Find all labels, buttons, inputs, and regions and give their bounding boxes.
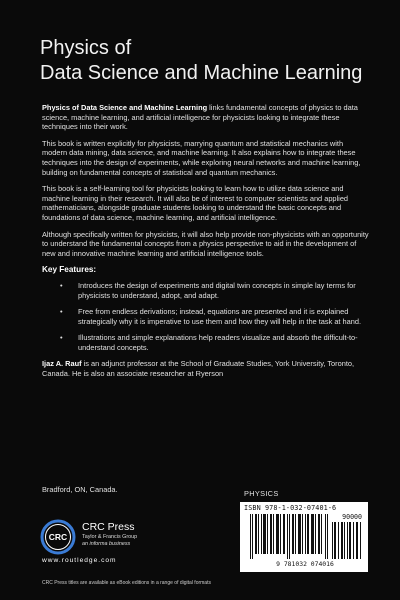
key-features-list	[42, 281, 369, 353]
author-bio	[42, 359, 369, 378]
barcode-bars	[250, 514, 330, 559]
author-name: Ijaz A. Rauf	[42, 359, 82, 369]
intro-rest: links fundamental concepts of physics to data science, machine learning, and artificial intelligence for physicists looking to integrate these techniques into their work.	[42, 103, 358, 132]
ebook-footnote: CRC Press titles are available as eBook editions in a range of digital formats	[42, 580, 211, 586]
key-feature-item: • Introduces the design of experiments and digital twin concepts in simple lay terms for physicists to understand, adopt, and adapt.	[42, 281, 369, 300]
barcode-digits: 9 781032 074016	[276, 560, 334, 568]
author-location: Bradford, ON, Canada.	[42, 485, 118, 494]
publisher-block	[38, 517, 228, 575]
key-feature-item: • Illustrations and simple explanations help readers visualize and absorb the difficult-to-understand concepts.	[42, 333, 369, 352]
book-title	[40, 36, 380, 86]
crc-logo-text: CRC	[48, 532, 68, 542]
crc-press-logo	[40, 519, 76, 555]
key-features-heading: Key Features:	[42, 265, 97, 275]
description-paragraph: Although specifically written for physicists, it will also help provide non-physicists with an opportunity to understand the fundamental concepts from a physics perspective to aid in the development of new and innovative machine learning and artificial intelligence tools.	[42, 229, 369, 258]
price-code: 90000	[342, 513, 362, 521]
isbn-barcode	[240, 502, 368, 572]
publisher-tagline: an informa business	[82, 541, 131, 547]
back-cover-description	[42, 103, 369, 386]
description-paragraph: This book is written explicitly for physicists, marrying quantum and statistical mechanics with modern data mining, data science, and machine learning. It also explains how to integrate these techniques into the design of experiments, while exploring neural networks and machine learning, building on fundamental concepts of statistical and quantum mechanics.	[42, 138, 361, 177]
isbn-number: ISBN 978-1-032-07401-6	[244, 504, 337, 512]
description-paragraph: This book is a self-learning tool for physicists looking to learn how to utilize data science and machine learning in their research. It will also be of interest to computer scientists and applied mathematicians, alongside graduate students looking to understand the basic concepts and foundations of data science, machine learning, and artificial intelligence.	[42, 184, 349, 222]
author-bio-text: is an adjunct professor at the School of Graduate Studies, York University, Toronto, Canada. He is also an associate researcher at Ryerson	[42, 359, 355, 379]
book-title-line-2: Data Science and Machine Learning	[40, 62, 363, 84]
publisher-group: Taylor & Francis Group	[82, 534, 138, 540]
subject-category: PHYSICS	[244, 489, 279, 498]
intro-bold-lead: Physics of Data Science and Machine Learning	[42, 103, 208, 112]
publisher-url: www.routledge.com	[42, 557, 117, 564]
key-feature-item: • Free from endless derivations; instead, equations are presented and it is explained strategically why it is imperative to use them and how they will help in the task at hand.	[42, 307, 369, 326]
book-title-line-1: Physics of	[40, 37, 132, 59]
publisher-name: CRC Press	[82, 521, 135, 533]
intro-paragraph	[42, 103, 369, 132]
price-barcode-bars	[332, 522, 362, 559]
